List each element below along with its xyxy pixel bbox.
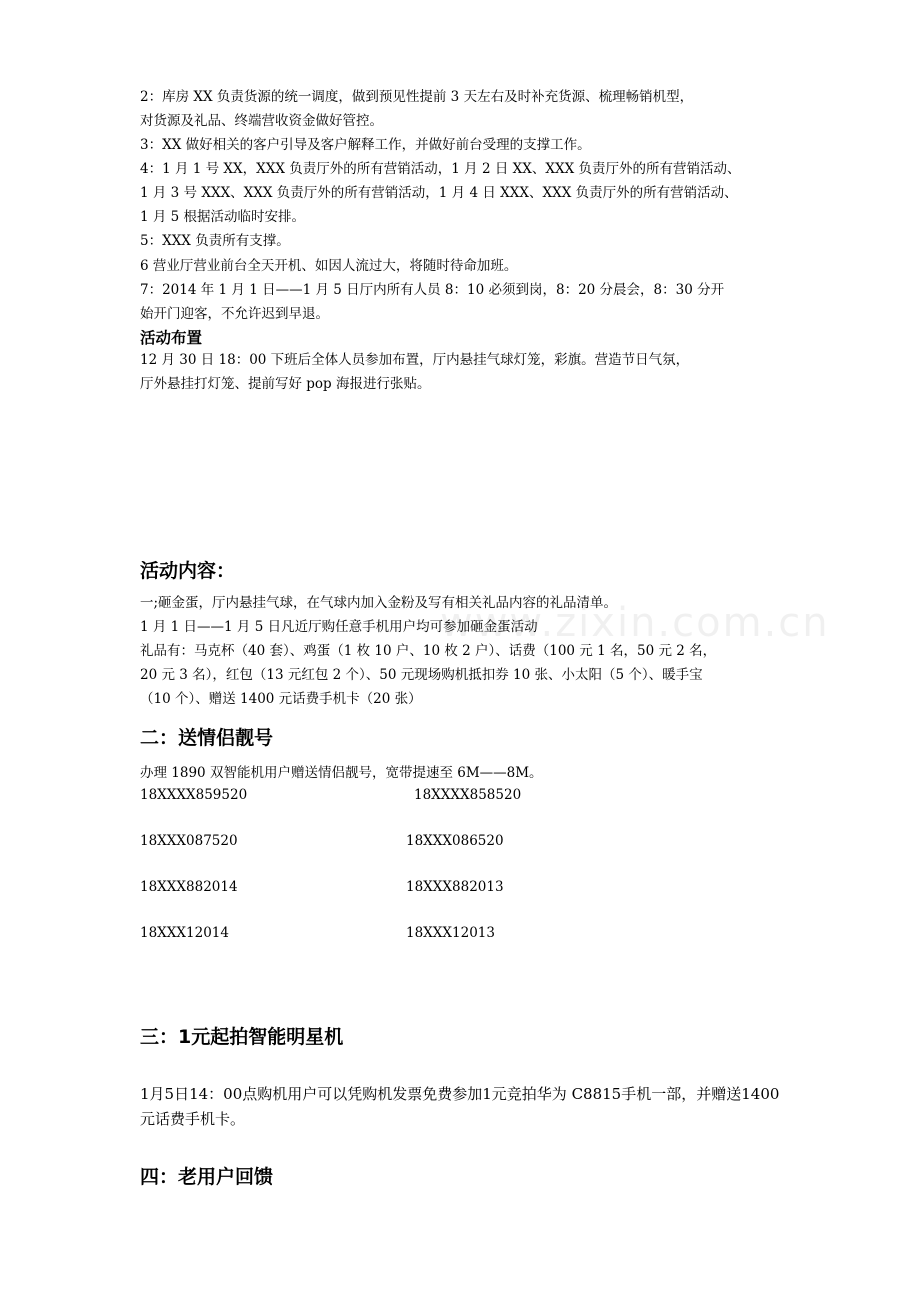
- setup-line: 12 月 30 日 18：00 下班后全体人员参加布置，厅内悬挂气球灯笼，彩旗。营造节日气氛，: [140, 352, 690, 368]
- content-line: （10 个）、赠送 1400 元话费手机卡（20 张）: [140, 691, 422, 707]
- number-left: 18XXX12014: [140, 925, 229, 941]
- content-line: 1 月 1 日——1 月 5 日凡近厅购任意手机用户均可参加砸金蛋活动: [140, 619, 538, 635]
- plan-line: 1 月 3 号 XXX、XXX 负责厅外的所有营销活动，1 月 4 日 XXX、XXX 负责厅外的所有营销活动、: [140, 185, 738, 201]
- watermark: www.zixin.com.cn: [440, 600, 830, 646]
- content-line: 20 元 3 名），红包（13 元红包 2 个）、50 元现场购机抵扣券 10 张、小太阳（5 个）、暖手宝: [140, 667, 703, 683]
- setup-line: 厅外悬挂打灯笼、提前写好 pop 海报进行张贴。: [140, 376, 431, 392]
- number-left: 18XXX087520: [140, 833, 238, 849]
- plan-line: 6 营业厅营业前台全天开机、如因人流过大，将随时待命加班。: [140, 258, 518, 274]
- content-line: 礼品有：马克杯（40 套）、鸡蛋（1 枚 10 户、10 枚 2 户）、话费（100 元 1 名，50 元 2 名，: [140, 643, 717, 659]
- section4-heading: 四：老用户回馈: [140, 1166, 274, 1188]
- number-right: 18XXXX858520: [414, 787, 522, 803]
- section2-intro: 办理 1890 双智能机用户赠送情侣靓号，宽带提速至 6M——8M。: [140, 765, 543, 781]
- number-right: 18XXX12013: [406, 925, 495, 941]
- plan-line: 5：XXX 负责所有支撑。: [140, 233, 290, 249]
- number-right: 18XXX882013: [406, 879, 504, 895]
- plan-line: 3：XX 做好相关的客户引导及客户解释工作，并做好前台受理的支撑工作。: [140, 137, 591, 153]
- plan-line: 2：库房 XX 负责货源的统一调度，做到预见性提前 3 天左右及时补充货源、梳理畅销机型，: [140, 89, 694, 105]
- setup-heading: 活动布置: [140, 329, 203, 347]
- number-left: 18XXX882014: [140, 879, 238, 895]
- plan-line: 7：2014 年 1 月 1 日——1 月 5 日厅内所有人员 8：10 必须到岗，8：20 分晨会，8：30 分开: [140, 282, 725, 298]
- section3-text: 1月5日14：00点购机用户可以凭购机发票免费参加1元竞拍华为 C8815手机一部，并赠送1400元话费手机卡。: [140, 1085, 780, 1128]
- content-heading: 活动内容：: [140, 560, 236, 582]
- content-line: 一;砸金蛋，厅内悬挂气球，在气球内加入金粉及写有相关礼品内容的礼品清单。: [140, 595, 618, 611]
- plan-line: 始开门迎客，不允许迟到早退。: [140, 306, 329, 322]
- number-left: 18XXXX859520: [140, 787, 248, 803]
- section2-heading: 二：送情侣靓号: [140, 727, 274, 749]
- plan-line: 对货源及礼品、终端营收资金做好管控。: [140, 113, 383, 129]
- number-right: 18XXX086520: [406, 833, 504, 849]
- plan-line: 1 月 5 根据活动临时安排。: [140, 209, 306, 225]
- plan-line: 4：1 月 1 号 XX，XXX 负责厅外的所有营销活动，1 月 2 日 XX、XXX 负责厅外的所有营销活动、: [140, 161, 741, 177]
- section3-heading: 三：1元起拍智能明星机: [140, 1026, 344, 1048]
